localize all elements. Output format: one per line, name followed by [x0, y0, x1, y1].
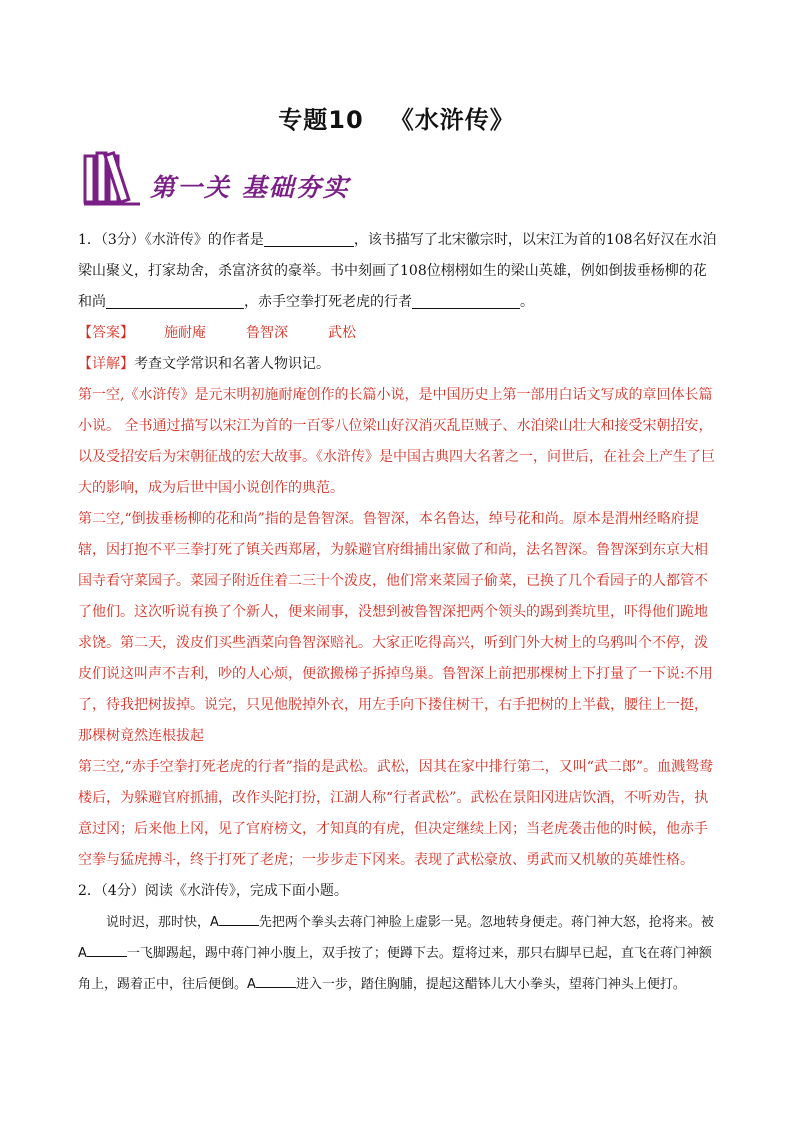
question-1: 1．（3分）《水浒传》的作者是 ，该书描写了北宋徽宗时，以宋江为首的108名好汉在水泊梁山聚义，打家劫舍，杀富济贫的豪举。书中刻画了108位栩栩如生的梁山英雄，例如倒拔垂杨柳的花和尚 ，赤手空拳打死老虎的行者 。 — [78, 232, 717, 310]
content — [78, 225, 718, 1000]
passage-blank — [256, 987, 296, 988]
section-heading: 第一关 基础夯实 — [150, 173, 350, 202]
answer-item: 施耐庵 — [164, 325, 206, 341]
question-2: 2．（4分）阅读《水浒传》，完成下面小题。 — [78, 883, 348, 899]
passage-blank — [87, 956, 127, 957]
passage-blank — [219, 925, 259, 926]
detail-intro: 【详解】考查文学常识和名著人物识记。 — [78, 356, 330, 372]
books-icon — [82, 148, 142, 206]
answer-item: 鲁智深 — [246, 325, 288, 341]
answer-item: 武松 — [328, 325, 356, 341]
blank-3 — [412, 292, 520, 309]
blank-2 — [106, 292, 244, 309]
detail-paragraph-1: 第一空,《水浒传》是元末明初施耐庵创作的长篇小说，是中国历史上第一部用白话文写成的章回体长篇小说。 全书通过描写以宋江为首的一百零八位梁山好汉消灭乱臣贼子、水泊梁山壮大和接受宋朝招安，以及受招安后为宋朝征战的宏大故事。《水浒传》是中国古典四大名著之一，问世后，在社会上产生了巨大的影响，成为后世中国小说创作的典范。 — [78, 387, 715, 496]
title-topic: 专题10 — [278, 106, 364, 134]
page-title — [0, 100, 793, 135]
blank-1 — [264, 230, 354, 247]
title-book: 《水浒传》 — [389, 106, 515, 134]
reading-passage: 说时迟，那时快，A 先把两个拳头去蒋门神脸上虚影一晃。忽地转身便走。蒋门神大怒，抢将来。被A 一飞脚踢起，踢中蒋门神小腹上，双手按了；便蹲下去。踅将过来，那只右脚早已起，直飞在蒋门神额角上，踢着正中，往后便倒。A 进入一步，踏住胸脯，提起这醋钵儿大小拳头，望蒋门神头上便打。 — [78, 915, 714, 992]
answer-line: 【答案】 施耐庵 鲁智深 武松 — [78, 318, 718, 349]
detail-paragraph-3: 第三空,“赤手空拳打死老虎的行者”指的是武松。武松，因其在家中排行第二，又叫“武二郎”。血溅鸳鸯楼后，为躲避官府抓捕，改作头陀打扮，江湖人称“行者武松”。武松在景阳冈进店饮酒，不听劝告，执意过冈；后来他上冈，见了官府榜文，才知真的有虎，但决定继续上冈；当老虎袭击他的时候，他赤手空拳与猛虎搏斗，终于打死了老虎；一步步走下冈来。表现了武松豪放、勇武而又机敏的英雄性格。 — [78, 759, 714, 868]
detail-paragraph-2: 第二空,“倒拔垂杨柳的花和尚”指的是鲁智深。鲁智深，本名鲁达，绰号花和尚。原本是渭州经略府提辖，因打抱不平三拳打死了镇关西郑屠，为躲避官府缉捕出家做了和尚，法名智深。鲁智深到东京大相国寺看守菜园子。菜园子附近住着二三十个泼皮，他们常来菜园子偷菜，已换了几个看园子的人都管不了他们。这次听说有换了个新人，便来闹事，没想到被鲁智深把两个领头的踢到粪坑里，吓得他们跪地求饶。第二天，泼皮们买些酒菜向鲁智深赔礼。大家正吃得高兴，听到门外大树上的乌鸦叫个不停，泼皮们说这叫声不吉利，吵的人心烦，便欲搬梯子拆掉鸟巢。鲁智深上前把那棵树上下打量了一下说:不用了，待我把树拔掉。说完，只见他脱掉外衣，用左手向下搂住树干，右手把树的上半截，腰往上一挺，那棵树竟然连根拔起 — [78, 511, 713, 744]
section-banner — [82, 148, 382, 208]
